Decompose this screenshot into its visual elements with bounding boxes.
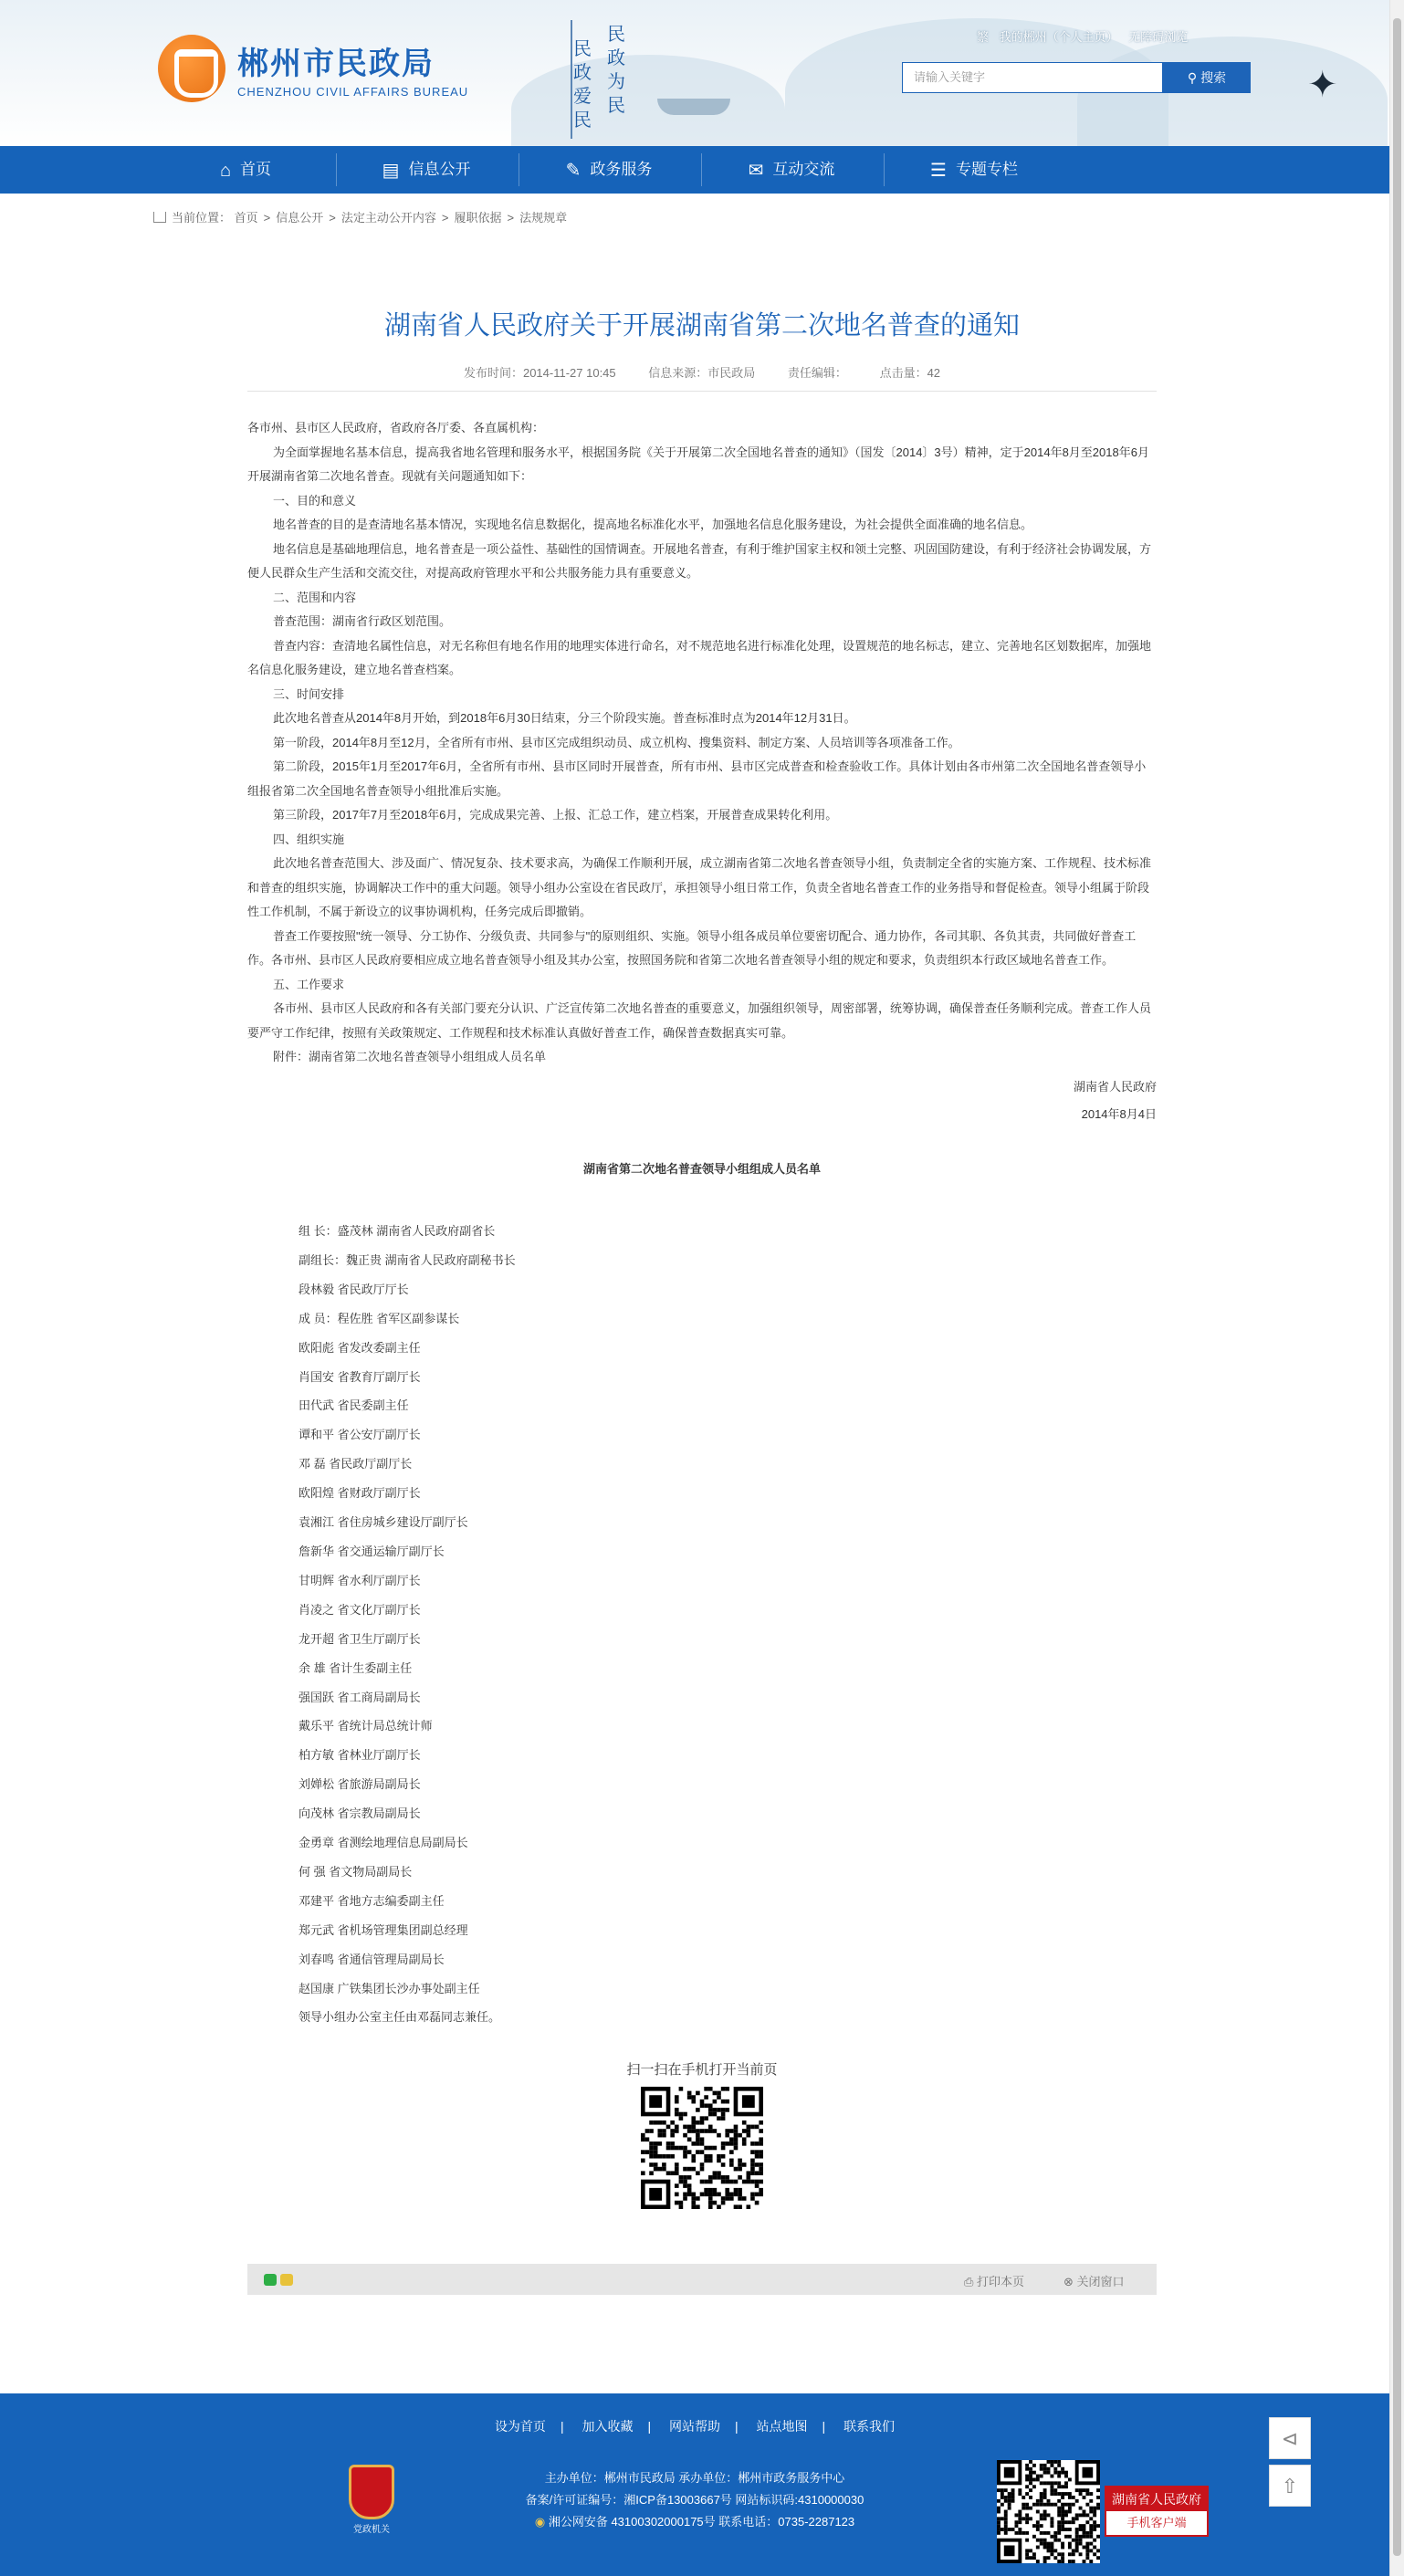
footer-links: [0, 2417, 1389, 2435]
member-list-item: 郑元武 省机场管理集团副总经理: [299, 1922, 468, 1937]
footer-qr-code: [997, 2460, 1100, 2563]
footer-icp[interactable]: 备案/许可证编号：湘ICP备13003667号 网站标识码:4310000030: [525, 2493, 864, 2507]
member-list-item: 龙开超 省卫生厅副厅长: [299, 1631, 421, 1646]
member-list-item: 组 长：盛茂林 湖南省人民政府副省长: [299, 1224, 496, 1238]
member-list-item: 刘婵松 省旅游局副局长: [299, 1777, 421, 1792]
layers-icon: ☰: [930, 161, 947, 181]
footer-link-homepage[interactable]: 设为首页: [494, 2419, 546, 2434]
hit-count: 点击量：42: [879, 366, 941, 380]
close-window-button[interactable]: [1063, 2272, 1125, 2289]
article-paragraph: 四、组织实施: [273, 832, 345, 846]
close-icon: ⊗: [1063, 2275, 1074, 2288]
title-divider: [247, 391, 1157, 392]
article-body: [247, 416, 1157, 1127]
printer-icon: ⎙: [964, 2275, 974, 2288]
breadcrumb-item-regulations[interactable]: 法规规章: [519, 211, 568, 225]
article-paragraph: 为全面掌握地名基本信息，提高我省地名管理和服务水平，根据国务院《关于开展第二次全国地名普查的通知》（国发〔2014〕3号）精神，定于2014年8月至2018年6月开展湖南省第二次地名普查。现就有关问题通知如下：: [247, 445, 1149, 483]
nav-item-services[interactable]: [519, 146, 699, 194]
footer-link-sitemap[interactable]: 站点地图: [756, 2419, 808, 2434]
member-list-item: 柏方敏 省林业厅副厅长: [299, 1748, 421, 1763]
share-icon: ⊲: [1281, 2427, 1299, 2450]
article-paragraph: 第二阶段，2015年1月至2017年6月，全省所有市州、县市区同时开展普查，所有市州、县市区完成普查和检查验收工作。具体计划由各市州第二次全国地名普查领导小组报省第二次全国地名普查领导小组批准后实施。: [247, 759, 1147, 798]
member-list-item: 邓 磊 省民政厅副厅长: [299, 1457, 413, 1471]
weibo-share-icon[interactable]: [280, 2274, 293, 2286]
main-nav: [0, 146, 1389, 194]
breadcrumb-item-home[interactable]: 首页: [234, 211, 258, 225]
police-badge-icon: ◉: [534, 2515, 546, 2529]
article-paragraph: 普查工作要按照"统一领导、分工协作、分级负责、共同参与"的原则组织、实施。领导小组各成员单位要密切配合、通力协作，各司其职、各负其责，共同做好普查工作。各市州、县市区人民政府要相应成立地名普查领导小组及其办公室，按照国务院和省第二次地名普查领导小组的规定和要求，负责组织本行政区域地名普查工作。: [247, 928, 1137, 967]
article-paragraph: 地名信息是基础地理信息，地名普查是一项公益性、基础性的国情调查。开展地名普查，有利于维护国家主权和领土完整、巩固国防建设，有利于经济社会协调发展，方便人民群众生产生活和交流交往，对提高政府管理水平和公共服务能力具有重要意义。: [247, 541, 1152, 580]
edit-icon: ✎: [565, 161, 582, 181]
qr-label: 扫一扫在手机打开当前页: [626, 2062, 778, 2078]
member-list-item: 田代武 省民委副主任: [299, 1398, 409, 1413]
share-float-button[interactable]: [1269, 2417, 1311, 2459]
article-paragraph: 地名普查的目的是查清地名基本情况，实现地名信息数据化，提高地名标准化水平，加强地名信息化服务建设，为社会提供全面准确的地名信息。: [273, 518, 1033, 531]
footer-separator: |: [560, 2419, 564, 2434]
accessibility-link[interactable]: 无障碍浏览: [1128, 30, 1189, 44]
member-list: [299, 1217, 938, 2032]
editor: 责任编辑：: [787, 366, 847, 380]
article-paragraph: 各市州、县市区人民政府，省政府各厅委、各直属机构：: [247, 421, 545, 435]
footer-link-help[interactable]: 网站帮助: [669, 2419, 720, 2434]
footer-separator: |: [647, 2419, 652, 2434]
article-paragraph: 普查内容：查清地名属性信息，对无名称但有地名作用的地理实体进行命名，对不规范地名进行标准化处理，设置规范的地名标志，建立、完善地名区划数据库，加强地名信息化服务建设，建立地名普查档案。: [247, 638, 1152, 676]
site-header: [0, 0, 1389, 146]
home-icon: ⌂: [219, 161, 232, 181]
share-icons: [264, 2274, 297, 2290]
search-input[interactable]: 请输入关键字: [902, 62, 1163, 93]
article-paragraph: 三、时间安排: [273, 686, 345, 701]
crane-decoration-icon: ✦: [1307, 65, 1338, 105]
member-list-item: 余 雄 省计生委副主任: [299, 1660, 413, 1675]
emblem-caption: 党政机关: [353, 2525, 390, 2535]
member-list-item: 袁湘江 省住房城乡建设厅副厅长: [299, 1515, 468, 1530]
member-list-item: 肖国安 省教育厅副厅长: [299, 1369, 421, 1384]
breadcrumb-separator: >: [441, 211, 449, 225]
footer-separator: |: [735, 2419, 739, 2434]
print-button[interactable]: [964, 2272, 1024, 2289]
document-icon: ▤: [382, 161, 400, 181]
signing-organization: 湖南省人民政府: [1073, 1079, 1157, 1094]
article-paragraph: 五、工作要求: [273, 977, 345, 991]
member-list-item: 副组长：魏正贵 湖南省人民政府副秘书长: [299, 1252, 516, 1267]
footer-link-favorite[interactable]: 加入收藏: [582, 2419, 634, 2434]
breadcrumb-item-public-content[interactable]: 法定主动公开内容: [341, 211, 436, 225]
arrow-up-icon: ⇧: [1281, 2475, 1299, 2497]
article-title: 湖南省人民政府关于开展湖南省第二次地名普查的通知: [383, 311, 1020, 340]
top-links: [977, 27, 1195, 45]
search-button[interactable]: [1163, 62, 1251, 93]
breadcrumb-prefix: 当前位置：: [172, 211, 232, 225]
page-scrollbar[interactable]: [1389, 0, 1404, 2576]
footer-link-contact[interactable]: 联系我们: [843, 2419, 896, 2434]
nav-label: 首页: [240, 161, 272, 178]
nav-label: 信息公开: [408, 161, 471, 178]
member-list-item: 戴乐平 省统计局总统计师: [299, 1719, 433, 1733]
site-name[interactable]: 郴州市民政局: [237, 47, 435, 81]
wechat-share-icon[interactable]: [264, 2274, 277, 2286]
site-footer: [0, 2393, 1389, 2576]
article-toolbar: [247, 2264, 1157, 2295]
member-list-item: 段林毅 省民政厅厅长: [299, 1282, 409, 1296]
member-list-item: 成 员：程佐胜 省军区副参谋长: [299, 1311, 460, 1325]
article-paragraph: 此次地名普查范围大、涉及面广、情况复杂、技术要求高，为确保工作顺利开展，成立湖南省第二次地名普查领导小组，负责制定全省的实施方案、工作规程、技术标准和普查的组织实施，协调解决工作中的重大问题。领导小组办公室设在省民政厅，承担领导小组日常工作，负责全省地名普查工作的业务指导和督促检查。领导小组属于阶段性工作机制，不属于新设立的议事协调机构，任务完成后即撤销。: [247, 856, 1152, 918]
scrollbar-thumb[interactable]: [1393, 18, 1401, 2556]
member-list-item: 欧阳煌 省财政厅副厅长: [299, 1486, 421, 1501]
signing-date: 2014年8月4日: [1081, 1107, 1157, 1121]
traditional-chinese-link[interactable]: 繁: [977, 30, 990, 44]
article-paragraphs: [247, 416, 1157, 1070]
nav-label: 互动交流: [772, 161, 835, 178]
member-list-item: 詹新华 省交通运输厅副厅长: [299, 1544, 445, 1558]
personal-home-link[interactable]: 我的郴州（个人主页）: [999, 30, 1118, 44]
article-paragraph: 各市州、县市区人民政府和各有关部门要充分认识、广泛宣传第二次地名普查的重要意义，加强组织领导，周密部署，统筹协调，确保普查任务顺利完成。普查工作人员要严守工作纪律，按照有关政策规定、工作规程和技术标准认真做好普查工作，确保普查数据真实可靠。: [247, 1001, 1152, 1040]
slogan-text-a: 民政为民: [607, 23, 625, 116]
publish-time: 发布时间：2014-11-27 10:45: [463, 366, 616, 380]
article-paragraph: 此次地名普查从2014年8月开始，到2018年6月30日结束，分三个阶段实施。普查标准时点为2014年12月31日。: [273, 711, 856, 725]
footer-organizer: 主办单位：郴州市民政局 承办单位：郴州市政务服务中心: [544, 2471, 845, 2485]
member-list-item: 领导小组办公室主任由邓磊同志兼任。: [299, 2010, 501, 2025]
close-label: 关闭窗口: [1076, 2275, 1125, 2288]
member-list-item: 金勇章 省测绘地理信息局副局长: [299, 1836, 468, 1850]
nav-item-topics[interactable]: [884, 146, 1064, 194]
member-list-item: 刘春鸣 省通信管理局副局长: [299, 1952, 445, 1966]
breadcrumb-separator: >: [329, 211, 336, 225]
site-name-en: CHENZHOU CIVIL AFFAIRS BUREAU: [237, 85, 469, 99]
article-paragraph: 第一阶段，2014年8月至12月，全省所有市州、县市区完成组织动员、成立机构、搜集资料、制定方案、人员培训等各项准备工作。: [273, 735, 960, 749]
article-paragraph: 二、范围和内容: [273, 590, 357, 604]
article-paragraph: 第三阶段，2017年7月至2018年6月，完成成果完善、上报、汇总工作，建立档案，开展普查成果转化利用。: [273, 808, 838, 822]
member-list-item: 肖凌之 省文化厅副厅长: [299, 1602, 421, 1617]
print-label: 打印本页: [977, 2275, 1025, 2288]
member-list-item: 赵国康 广铁集团长沙办事处副主任: [299, 1981, 480, 1995]
breadcrumb-item-info[interactable]: 信息公开: [276, 211, 324, 225]
member-list-item: 欧阳彪 省发改委副主任: [299, 1340, 421, 1355]
nav-item-interaction[interactable]: [701, 146, 882, 194]
mobile-app-badge[interactable]: [1105, 2486, 1209, 2537]
article-paragraph: 一、目的和意义: [273, 493, 357, 508]
article-paragraph: 附件：湖南省第二次地名普查领导小组组成人员名单: [273, 1050, 547, 1063]
slogan-text-b: 民政爱民: [573, 37, 592, 131]
info-source: 信息来源：市民政局: [648, 366, 756, 380]
boat-decoration: [657, 99, 730, 115]
app-badge-subtitle: 手机客户端: [1126, 2516, 1187, 2529]
member-list-item: 甘明辉 省水利厅副厅长: [299, 1573, 421, 1587]
nav-item-info-disclosure[interactable]: [336, 146, 517, 194]
footer-separator: |: [822, 2419, 826, 2434]
chat-icon: ✉: [748, 161, 764, 181]
member-list-item: 谭和平 省公安厅副厅长: [299, 1428, 421, 1442]
member-list-title: 湖南省第二次地名普查领导小组组成人员名单: [582, 1162, 821, 1176]
member-list-item: 邓建平 省地方志编委副主任: [299, 1893, 445, 1908]
site-logo-icon[interactable]: [158, 35, 225, 102]
search-icon: ⚲: [1187, 70, 1198, 85]
member-list-item: 向茂林 省宗教局副局长: [299, 1806, 421, 1821]
member-list-item: 何 强 省文物局副局长: [299, 1864, 413, 1879]
app-badge-title: 湖南省人民政府: [1106, 2487, 1207, 2511]
member-list-item: 强国跃 省工商局副局长: [299, 1690, 421, 1704]
back-to-top-button[interactable]: [1269, 2465, 1311, 2507]
home-icon: [153, 212, 166, 223]
nav-label: 专题专栏: [955, 161, 1018, 178]
search-button-label: 搜索: [1200, 70, 1227, 85]
article-meta: [247, 363, 1157, 381]
page-qr-code: [641, 2087, 763, 2209]
breadcrumb-separator: >: [263, 211, 271, 225]
nav-item-home[interactable]: [155, 146, 336, 194]
breadcrumb-separator: >: [507, 211, 515, 225]
breadcrumb-item-basis[interactable]: 履职依据: [454, 211, 502, 225]
nav-label: 政务服务: [590, 161, 653, 178]
police-record-text: 湘公网安备 43100302000175号 联系电话：0735-2287123: [548, 2515, 855, 2529]
article-paragraph: 普查范围：湖南省行政区划范围。: [273, 614, 452, 628]
breadcrumb: [153, 208, 567, 225]
